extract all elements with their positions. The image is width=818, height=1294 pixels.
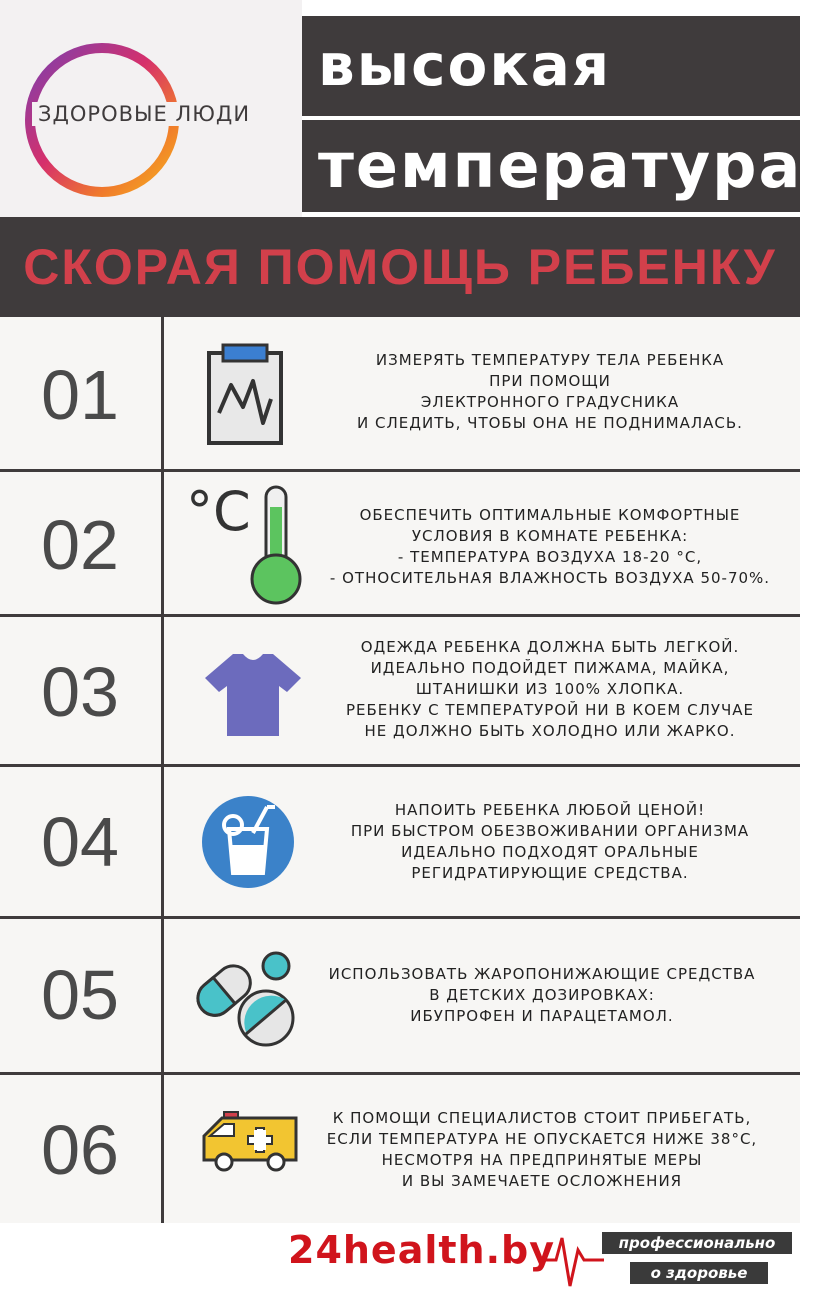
- row-divider: [0, 1072, 800, 1075]
- tshirt-icon: [203, 650, 303, 738]
- ambulance-icon: [200, 1110, 302, 1172]
- step-number: 03: [41, 653, 119, 731]
- step-text-line: ИБУПРОФЕН И ПАРАЦЕТАМОЛ.: [410, 1007, 674, 1025]
- step-text-line: НАПОИТЬ РЕБЕНКА ЛЮБОЙ ЦЕНОЙ!: [394, 801, 706, 819]
- step-text-line: ИСПОЛЬЗОВАТЬ ЖАРОПОНИЖАЮЩИЕ СРЕДСТВА: [328, 965, 756, 983]
- step-number: 02: [41, 506, 119, 584]
- step-text-line: УСЛОВИЯ В КОМНАТЕ РЕБЕНКА:: [411, 527, 689, 545]
- step-text-line: НЕСМОТРЯ НА ПРЕДПРИНЯТЫЕ МЕРЫ: [381, 1151, 703, 1169]
- step-text-line: ЭЛЕКТРОННОГО ГРАДУСНИКА: [420, 393, 680, 411]
- step-text-line: ЕСЛИ ТЕМПЕРАТУРА НЕ ОПУСКАЕТСЯ НИЖЕ 38°С,: [326, 1130, 758, 1148]
- step-text-line: И ВЫ ЗАМЕЧАЕТЕ ОСЛОЖНЕНИЯ: [401, 1172, 683, 1190]
- step-text-line: РЕГИДРАТИРУЮЩИЕ СРЕДСТВА.: [411, 864, 689, 882]
- step-text-line: К ПОМОЩИ СПЕЦИАЛИСТОВ СТОИТ ПРИБЕГАТЬ,: [332, 1109, 752, 1127]
- page-title-line1: высокая: [318, 31, 612, 99]
- step-text-line: ПРИ БЫСТРОМ ОБЕЗВОЖИВАНИИ ОРГАНИЗМА: [350, 822, 750, 840]
- row-divider: [0, 764, 800, 767]
- footer-tagline-1: профессионально: [602, 1232, 792, 1254]
- step-text-line: И СЛЕДИТЬ, ЧТОБЫ ОНА НЕ ПОДНИМАЛАСЬ.: [357, 414, 743, 432]
- step-text: [300, 637, 800, 742]
- step-text-line: В ДЕТСКИХ ДОЗИРОВКАХ:: [429, 986, 655, 1004]
- step-text: [292, 964, 792, 1027]
- step-text-line: ПРИ ПОМОЩИ: [489, 372, 611, 390]
- step-text-line: ИЗМЕРЯТЬ ТЕМПЕРАТУРУ ТЕЛА РЕБЕНКА: [375, 351, 725, 369]
- title-divider: [302, 116, 800, 120]
- step-text-line: ОДЕЖДА РЕБЕНКА ДОЛЖНА БЫТЬ ЛЕГКОЙ.: [360, 638, 740, 656]
- footer-site-link[interactable]: 24health.by: [288, 1228, 555, 1272]
- step-text-line: ШТАНИШКИ ИЗ 100% ХЛОПКА.: [415, 680, 685, 698]
- logo-text: ЗДОРОВЫЕ ЛЮДИ: [32, 102, 304, 126]
- celsius-label: °C: [186, 480, 251, 543]
- step-text-line: - ТЕМПЕРАТУРА ВОЗДУХА 18-20 °С,: [397, 548, 703, 566]
- row-divider: [0, 916, 800, 919]
- step-number: 01: [41, 356, 119, 434]
- page-subtitle: СКОРАЯ ПОМОЩЬ РЕБЕНКУ: [23, 239, 777, 295]
- step-text: [300, 800, 800, 884]
- step-text: [292, 1108, 792, 1192]
- step-number: 04: [41, 803, 119, 881]
- step-text-line: НЕ ДОЛЖНО БЫТЬ ХОЛОДНО ИЛИ ЖАРКО.: [364, 722, 736, 740]
- step-text-line: РЕБЕНКУ С ТЕМПЕРАТУРОЙ НИ В КОЕМ СЛУЧАЕ: [345, 701, 755, 719]
- clipboard-chart-icon: [205, 343, 285, 447]
- footer-tagline-2: о здоровье: [630, 1262, 768, 1284]
- drink-glass-icon: [201, 795, 295, 889]
- pulse-line-icon: [540, 1230, 604, 1290]
- step-text-line: ИДЕАЛЬНО ПОДХОДЯТ ОРАЛЬНЫЕ: [401, 843, 699, 861]
- step-text-line: ОБЕСПЕЧИТЬ ОПТИМАЛЬНЫЕ КОМФОРТНЫЕ: [359, 506, 741, 524]
- page-title-line2: температура: [318, 129, 803, 202]
- pills-icon: [190, 948, 300, 1048]
- step-text: [310, 350, 790, 434]
- step-number: 05: [41, 956, 119, 1034]
- thermometer-icon: [246, 485, 306, 607]
- step-text-line: - ОТНОСИТЕЛЬНАЯ ВЛАЖНОСТЬ ВОЗДУХА 50-70%.: [329, 569, 771, 587]
- step-text: [300, 505, 800, 589]
- step-text-line: ИДЕАЛЬНО ПОДОЙДЕТ ПИЖАМА, МАЙКА,: [370, 659, 730, 677]
- row-divider: [0, 469, 800, 472]
- step-number: 06: [41, 1111, 119, 1189]
- row-divider: [0, 614, 800, 617]
- column-divider: [161, 317, 164, 1223]
